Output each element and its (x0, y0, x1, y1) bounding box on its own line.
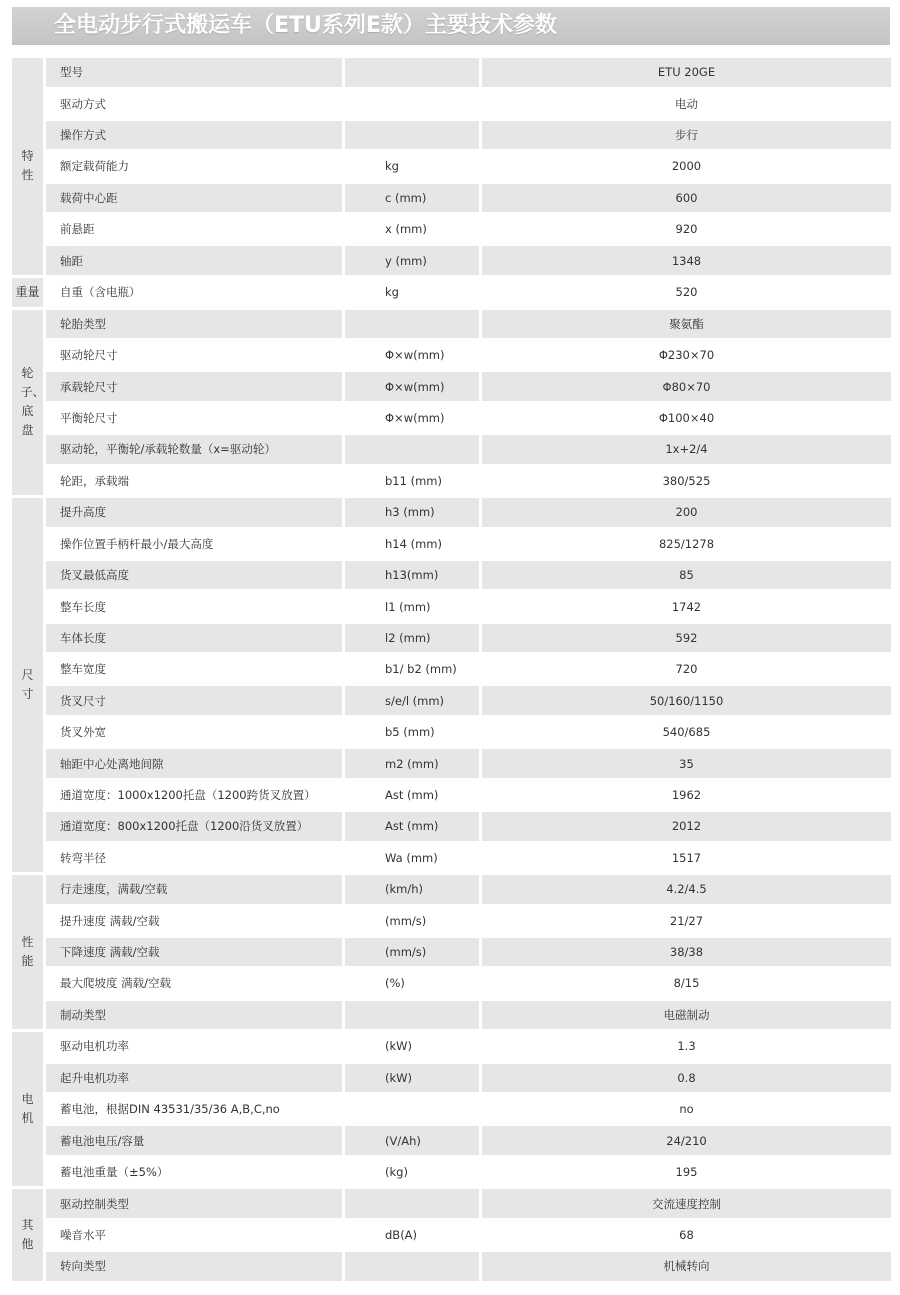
param-value: Φ100×40 (658, 411, 715, 425)
param-name: 载荷中心距 (46, 184, 342, 213)
group-label (12, 58, 43, 275)
spec-group-dimensions (12, 498, 890, 872)
param-unit: (V/Ah) (345, 1126, 479, 1155)
param-unit: c (mm) (345, 184, 479, 213)
param-value: 1517 (671, 850, 702, 865)
table-row (46, 58, 891, 87)
param-name: 操作方式 (46, 121, 342, 150)
table-row (46, 561, 891, 590)
param-value: Φ80×70 (482, 372, 891, 401)
param-name: 承载轮尺寸 (46, 372, 342, 401)
param-unit: (%) (385, 976, 405, 991)
param-name: 型号 (46, 58, 342, 87)
param-value: 600 (482, 184, 891, 213)
table-row (46, 466, 891, 495)
table-row (46, 184, 891, 213)
table-row (46, 246, 891, 275)
param-name: 驱动方式 (60, 96, 106, 111)
param-name: 货叉外宽 (60, 725, 106, 740)
param-value: no (679, 1102, 694, 1117)
table-row (46, 938, 891, 967)
param-unit: kg (385, 159, 399, 174)
table-row (46, 498, 891, 527)
param-name: 起升电机功率 (46, 1064, 342, 1093)
param-unit: Φ×w(mm) (385, 348, 445, 363)
param-name: 自重（含电瓶） (60, 285, 141, 300)
param-value: 1.3 (677, 1039, 696, 1054)
param-name: 驱动轮尺寸 (60, 348, 118, 363)
table-row (46, 89, 891, 118)
table-row (46, 655, 891, 684)
param-name: 蓄电池，根据DIN 43531/35/36 A,B,C,no (60, 1102, 280, 1117)
param-value: 电磁制动 (482, 1001, 891, 1030)
param-value: ETU 20GE (482, 58, 891, 87)
table-row (46, 1064, 891, 1093)
param-unit: Wa (mm) (385, 850, 438, 865)
group-rows (46, 278, 891, 307)
group-label-text: 电机 (21, 1092, 34, 1126)
param-unit (345, 58, 479, 87)
param-value: 1348 (482, 246, 891, 275)
param-name: 蓄电池电压/容量 (46, 1126, 342, 1155)
param-unit: (kW) (345, 1064, 479, 1093)
param-unit: s/e/l (mm) (345, 686, 479, 715)
param-value: 720 (675, 662, 698, 677)
param-value: 195 (675, 1164, 698, 1179)
table-row (46, 529, 891, 558)
spec-table (12, 58, 890, 1284)
page-title: 全电动步行式搬运车（ETU系列E款）主要技术参数 (54, 13, 557, 38)
param-value: 步行 (482, 121, 891, 150)
param-value: 机械转向 (482, 1252, 891, 1281)
table-row (46, 215, 891, 244)
table-row (46, 1032, 891, 1061)
param-unit: (mm/s) (345, 938, 479, 967)
param-name: 货叉最低高度 (46, 561, 342, 590)
spec-group-other (12, 1189, 890, 1280)
param-value: 0.8 (482, 1064, 891, 1093)
table-row (46, 341, 891, 370)
table-row (46, 906, 891, 935)
group-label-text: 特性 (21, 149, 34, 183)
table-row (46, 781, 891, 810)
param-name: 驱动控制类型 (46, 1189, 342, 1218)
group-rows (46, 498, 891, 872)
param-unit: Ast (mm) (345, 812, 479, 841)
table-row (46, 435, 891, 464)
param-name: 轮距，承载端 (60, 473, 129, 488)
param-unit (345, 1189, 479, 1218)
group-label (12, 498, 43, 872)
table-row (46, 372, 891, 401)
param-unit: dB(A) (385, 1227, 418, 1242)
group-rows (46, 1189, 891, 1280)
group-label (12, 1032, 43, 1186)
param-unit: (kg) (385, 1164, 408, 1179)
table-row (46, 310, 891, 339)
param-unit: b5 (mm) (385, 725, 435, 740)
param-name: 最大爬坡度 满载/空载 (60, 976, 172, 991)
param-name: 操作位置手柄杆最小/最大高度 (60, 536, 214, 551)
param-name: 通道宽度：800x1200托盘（1200沿货叉放置） (46, 812, 342, 841)
param-unit: (km/h) (345, 875, 479, 904)
param-unit: (kW) (385, 1039, 413, 1054)
spec-group-wheels-chassis (12, 310, 890, 496)
table-row (46, 592, 891, 621)
param-unit (345, 121, 479, 150)
param-unit (345, 1252, 479, 1281)
param-unit: b11 (mm) (385, 473, 442, 488)
group-label-text: 重量 (15, 285, 40, 300)
table-row (46, 624, 891, 653)
table-row (46, 969, 891, 998)
param-name: 轴距中心处离地间隙 (46, 749, 342, 778)
param-value: 8/15 (673, 976, 700, 991)
param-value: 592 (482, 624, 891, 653)
param-name: 下降速度 满载/空载 (46, 938, 342, 967)
group-label (12, 278, 43, 307)
table-row (46, 404, 891, 433)
param-name: 蓄电池重量（±5%） (60, 1164, 169, 1179)
param-value: 1962 (671, 787, 702, 802)
table-row (46, 152, 891, 181)
param-value: 380/525 (662, 473, 711, 488)
group-label-text: 其他 (21, 1217, 34, 1251)
param-unit: Φ×w(mm) (345, 372, 479, 401)
spec-group-motor (12, 1032, 890, 1186)
param-value: 21/27 (669, 913, 704, 928)
param-unit: y (mm) (345, 246, 479, 275)
table-row (46, 812, 891, 841)
group-label (12, 875, 43, 1029)
param-unit: m2 (mm) (345, 749, 479, 778)
param-unit: h3 (mm) (345, 498, 479, 527)
param-unit: l2 (mm) (345, 624, 479, 653)
table-row (46, 1158, 891, 1187)
spec-group-performance (12, 875, 890, 1029)
param-value: 2012 (482, 812, 891, 841)
param-value: 920 (675, 222, 698, 237)
param-name: 轮胎类型 (46, 310, 342, 339)
group-label (12, 310, 43, 496)
table-row (46, 843, 891, 872)
title-bar (12, 7, 890, 45)
param-name: 提升速度 满载/空载 (60, 913, 160, 928)
param-unit (345, 310, 479, 339)
param-value: 2000 (671, 159, 702, 174)
param-name: 前悬距 (60, 222, 95, 237)
spec-group-weight (12, 278, 890, 307)
param-unit (345, 1095, 479, 1124)
table-row (46, 1095, 891, 1124)
param-name: 行走速度，满载/空载 (46, 875, 342, 904)
table-row (46, 1221, 891, 1250)
param-name: 额定载荷能力 (60, 159, 129, 174)
group-rows (46, 310, 891, 496)
param-unit: b1/ b2 (mm) (385, 662, 457, 677)
param-name: 平衡轮尺寸 (60, 411, 118, 425)
group-label (12, 1189, 43, 1280)
table-row (46, 749, 891, 778)
param-unit: h14 (mm) (385, 536, 442, 551)
group-rows (46, 875, 891, 1029)
param-name: 整车长度 (60, 599, 106, 614)
group-rows (46, 58, 891, 275)
param-unit: kg (385, 285, 399, 300)
table-row (46, 1126, 891, 1155)
param-unit (345, 435, 479, 464)
table-row (46, 121, 891, 150)
param-value: 35 (482, 749, 891, 778)
table-row (46, 1252, 891, 1281)
param-name: 制动类型 (46, 1001, 342, 1030)
param-name: 通道宽度：1000x1200托盘（1200跨货叉放置） (60, 787, 316, 802)
param-value: 1x+2/4 (482, 435, 891, 464)
param-unit: Φ×w(mm) (385, 411, 445, 425)
table-row (46, 875, 891, 904)
param-unit: Ast (mm) (385, 787, 439, 802)
param-name: 噪音水平 (60, 1227, 106, 1242)
param-value: 1742 (671, 599, 702, 614)
param-value: 825/1278 (658, 536, 715, 551)
param-name: 驱动电机功率 (60, 1039, 129, 1054)
table-row (46, 718, 891, 747)
group-label-text: 性能 (21, 935, 34, 969)
param-unit: x (mm) (385, 222, 427, 237)
param-value: 200 (482, 498, 891, 527)
param-value: 85 (482, 561, 891, 590)
param-value: 38/38 (482, 938, 891, 967)
param-unit: l1 (mm) (385, 599, 431, 614)
param-value: 电动 (675, 96, 698, 111)
table-row (46, 278, 891, 307)
param-value: 520 (675, 285, 698, 300)
param-name: 转向类型 (46, 1252, 342, 1281)
param-unit: h13(mm) (345, 561, 479, 590)
param-name: 货叉尺寸 (46, 686, 342, 715)
param-value: 540/685 (662, 725, 711, 740)
param-value: 4.2/4.5 (482, 875, 891, 904)
table-row (46, 1001, 891, 1030)
param-value: 50/160/1150 (482, 686, 891, 715)
param-unit (345, 1001, 479, 1030)
table-row (46, 1189, 891, 1218)
table-row (46, 686, 891, 715)
param-name: 轴距 (46, 246, 342, 275)
param-name: 整车宽度 (60, 662, 106, 677)
spec-group-characteristics (12, 58, 890, 275)
group-label-text: 尺寸 (21, 668, 34, 702)
param-name: 转弯半径 (60, 850, 106, 865)
param-value: 聚氨酯 (482, 310, 891, 339)
param-unit: (mm/s) (385, 913, 427, 928)
group-rows (46, 1032, 891, 1186)
param-unit (345, 89, 479, 118)
group-label-text: 轮子、底盘 (20, 366, 45, 438)
param-value: Φ230×70 (658, 348, 715, 363)
param-name: 驱动轮，平衡轮/承载轮数量（x=驱动轮） (46, 435, 342, 464)
param-name: 提升高度 (46, 498, 342, 527)
param-value: 交流速度控制 (482, 1189, 891, 1218)
param-value: 68 (679, 1227, 694, 1242)
param-name: 车体长度 (46, 624, 342, 653)
param-value: 24/210 (482, 1126, 891, 1155)
